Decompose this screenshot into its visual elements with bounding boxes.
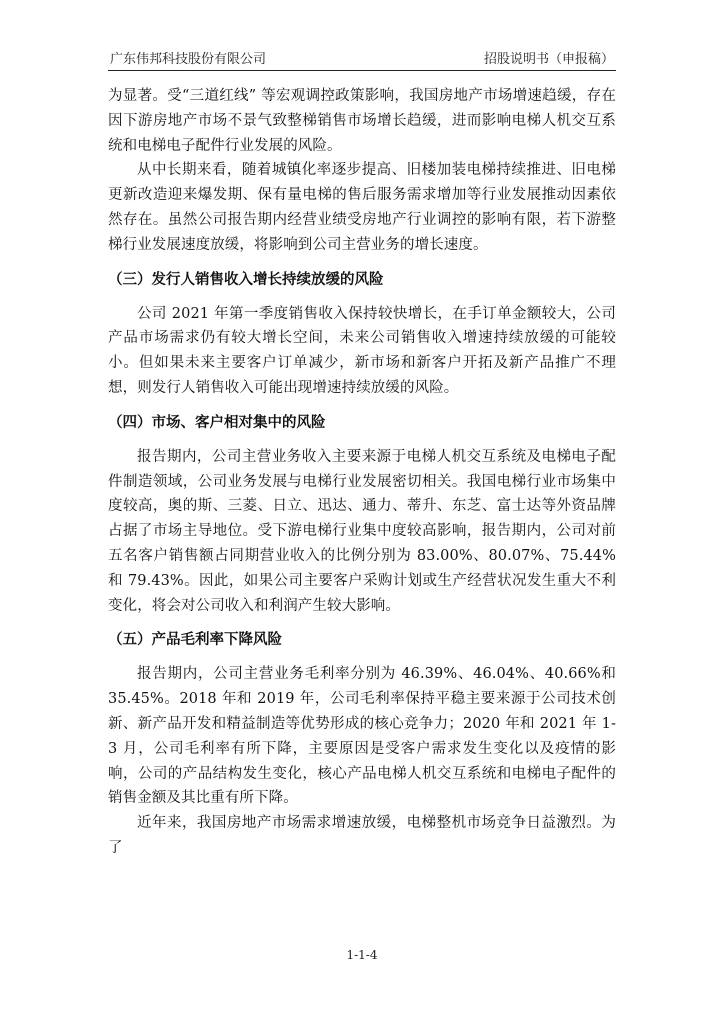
section-heading-5: （五）产品毛利率下降风险 bbox=[108, 632, 282, 649]
header-company: 广东伟邦科技股份有限公司 bbox=[110, 52, 267, 67]
header-doc-type: 招股说明书（申报稿） bbox=[483, 52, 614, 67]
page-body bbox=[108, 84, 616, 861]
paragraph-continued: 为显著。受“三道红线” 等宏观调控政策影响，我国房地产市场增速趋缓，存在因下游房地产市场不景气致整梯销售市场增长趋缓，进而影响电梯人机交互系统和电梯电子配件行业发展的风险。 bbox=[108, 88, 616, 154]
page-header bbox=[108, 50, 616, 71]
section-heading-4: （四）市场、客户相对集中的风险 bbox=[108, 414, 326, 431]
paragraph-gross-margin: 报告期内，公司主营业务毛利率分别为 46.39%、46.04%、40.66%和 35.45%。2018 年和 2019 年，公司毛利率保持平稳主要来源于公司技术创新、新产品开发和精益制造等优势形成的核心竞争力；2020 年和 2021 年 1-3 月，公司毛利率有所下降，主要原因是受客户需求发生变化以及疫情的影响，公司的产品结构发生变化，核心产品电梯人机交互系统和电梯电子配件的销售金额及其比重有所下降。 bbox=[108, 666, 616, 807]
paragraph-market-competition: 近年来，我国房地产市场需求增速放缓，电梯整机市场竞争日益激烈。为了 bbox=[108, 815, 616, 856]
paragraph-long-term-outlook: 从中长期来看，随着城镇化率逐步提高、旧楼加装电梯持续推进、旧电梯更新改造迎来爆发期、保有量电梯的售后服务需求增加等行业发展推动因素依然存在。虽然公司报告期内经营业绩受房地产行业调控的影响有限，若下游整梯行业发展速度放缓，将影响到公司主营业务的增长速度。 bbox=[108, 162, 616, 253]
paragraph-customer-concentration: 报告期内，公司主营业务收入主要来源于电梯人机交互系统及电梯电子配件制造领域，公司业务发展与电梯行业发展密切相关。我国电梯行业市场集中度较高，奥的斯、三菱、日立、迅达、通力、蒂升、东芝、富士达等外资品牌占据了市场主导地位。受下游电梯行业集中度较高影响，报告期内，公司对前五名客户销售额占同期营业收入的比例分别为 83.00%、80.07%、75.44%和 79.43%。因此，如果公司主要客户采购计划或生产经营状况发生重大不利变化，将会对公司收入和利润产生较大影响。 bbox=[108, 448, 616, 614]
page-number: 1-1-4 bbox=[346, 948, 378, 962]
paragraph-sales-growth-risk: 公司 2021 年第一季度销售收入保持较快增长，在手订单金额较大，公司产品市场需求仍有较大增长空间，未来公司销售收入增速持续放缓的可能较小。但如果未来主要客户订单减少，新市场和新客户开拓及新产品推广不理想，则发行人销售收入可能出现增速持续放缓的风险。 bbox=[108, 305, 616, 396]
section-heading-3: （三）发行人销售收入增长持续放缓的风险 bbox=[108, 271, 384, 288]
